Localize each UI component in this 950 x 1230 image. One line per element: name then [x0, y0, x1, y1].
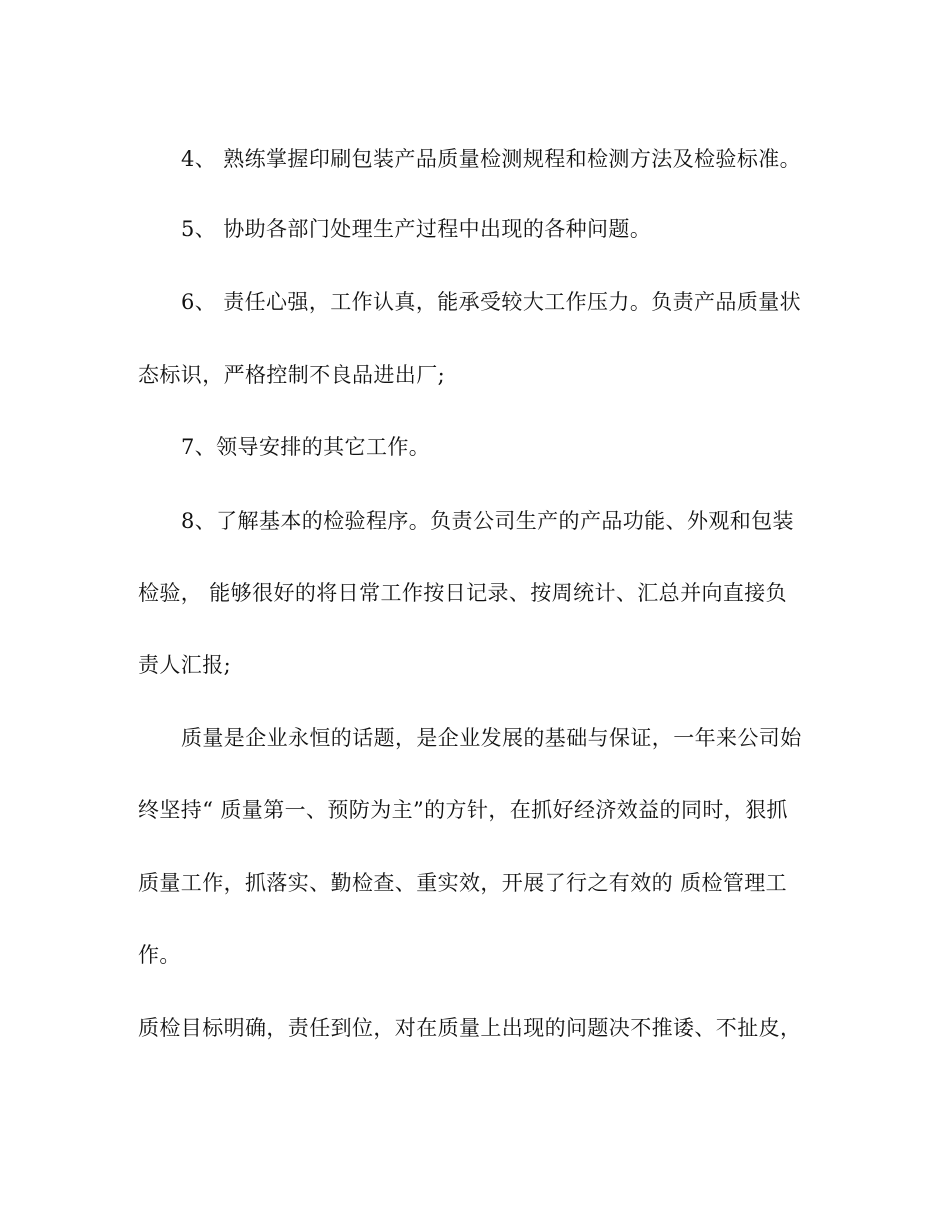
paragraph-quality-line-3: 质量工作，抓落实、勤检查、重实效，开展了行之有效的 质检管理工 [138, 871, 788, 895]
paragraph-quality-line-2: 终坚持“ 质量第一、预防为主”的方针，在抓好经济效益的同时，狠抓 [138, 798, 788, 822]
paragraph-inspection-line-1: 质检目标明确，责任到位，对在质量上出现的问题决不推诿、不扯皮， [138, 1016, 802, 1040]
list-item-5: 5、 协助各部门处理生产过程中出现的各种问题。 [181, 217, 652, 241]
list-item-8-line-3: 责人汇报; [138, 653, 232, 677]
list-item-8-line-1: 8、了解基本的检验程序。负责公司生产的产品功能、外观和包装 [181, 509, 794, 533]
paragraph-quality-line-1: 质量是企业永恒的话题，是企业发展的基础与保证，一年来公司始 [181, 726, 802, 750]
list-item-8-line-2: 检验， 能够很好的将日常工作按日记录、按周统计、汇总并向直接负 [138, 581, 788, 605]
list-item-6-line-1: 6、 责任心强，工作认真，能承受较大工作压力。负责产品质量状 [181, 290, 802, 314]
list-item-7: 7、领导安排的其它工作。 [181, 435, 431, 459]
paragraph-quality-line-4: 作。 [138, 943, 181, 967]
list-item-4: 4、 熟练掌握印刷包装产品质量检测规程和检测方法及检验标准。 [181, 147, 802, 171]
list-item-6-line-2: 态标识，严格控制不良品进出厂; [138, 363, 446, 387]
